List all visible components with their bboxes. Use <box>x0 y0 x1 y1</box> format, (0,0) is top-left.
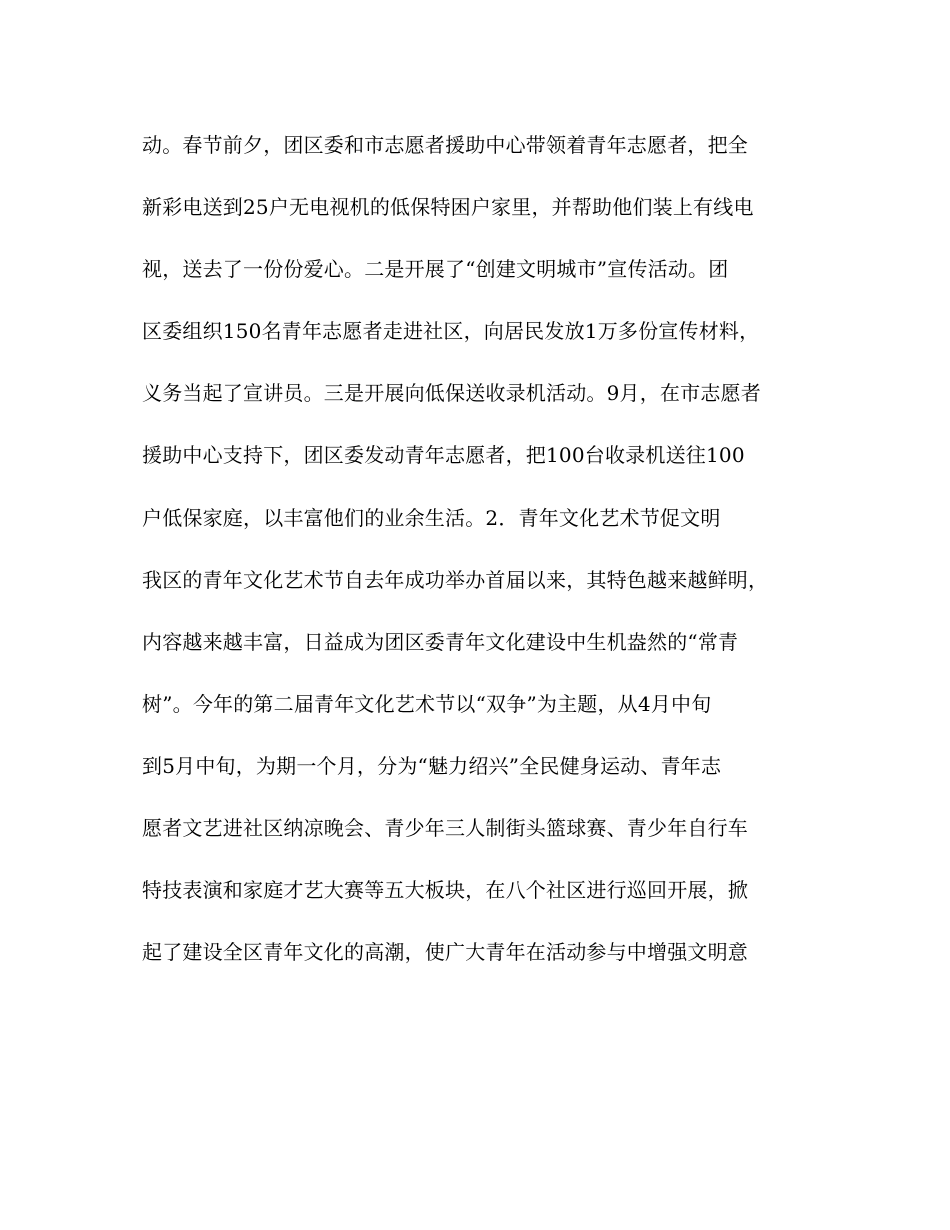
text-line: 户低保家庭，以丰富他们的业余生活。2．青年文化艺术节促文明 <box>142 505 721 530</box>
text-line: 新彩电送到25户无电视机的低保特困户家里，并帮助他们装上有线电 <box>142 195 754 220</box>
text-line: 特技表演和家庭才艺大赛等五大板块，在八个社区进行巡回开展，掀 <box>142 878 748 903</box>
text-line: 援助中心支持下，团区委发动青年志愿者，把100台收录机送往100 <box>142 443 745 468</box>
text-line: 区委组织150名青年志愿者走进社区，向居民发放1万多份宣传材料， <box>142 319 760 344</box>
text-line: 愿者文艺进社区纳凉晚会、青少年三人制街头篮球赛、青少年自行车 <box>142 816 748 841</box>
text-line: 我区的青年文化艺术节自去年成功举办首届以来，其特色越来越鲜明， <box>142 567 769 592</box>
body-text <box>142 122 812 991</box>
text-line: 到5月中旬，为期一个月，分为“魅力绍兴”全民健身运动、青年志 <box>142 753 722 778</box>
text-line: 树”。今年的第二届青年文化艺术节以“双争”为主题，从4月中旬 <box>142 691 712 716</box>
text-line: 视，送去了一份份爱心。二是开展了“创建文明城市”宣传活动。团 <box>142 257 729 282</box>
text-line: 动。春节前夕，团区委和市志愿者援助中心带领着青年志愿者，把全 <box>142 133 748 157</box>
text-line: 义务当起了宣讲员。三是开展向低保送收录机活动。9月，在市志愿者 <box>142 381 761 406</box>
text-line: 内容越来越丰富，日益成为团区委青年文化建设中生机盎然的“常青 <box>142 629 739 654</box>
text-line: 起了建设全区青年文化的高潮，使广大青年在活动参与中增强文明意 <box>142 940 748 965</box>
